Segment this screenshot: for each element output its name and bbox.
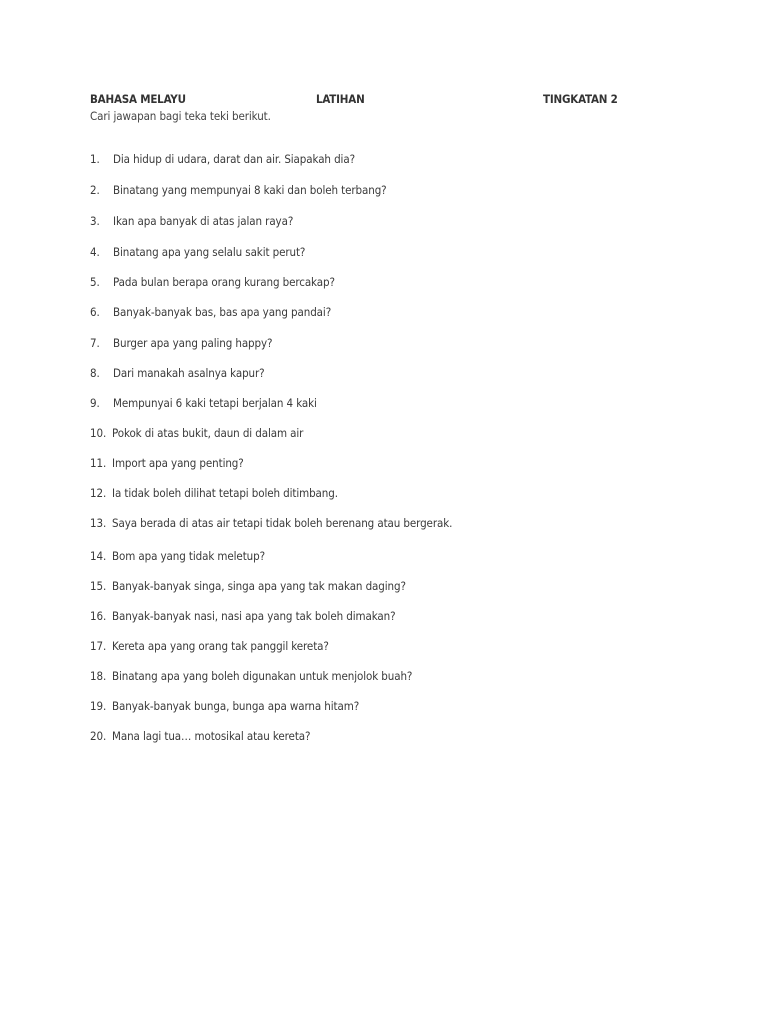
question-text: Binatang apa yang boleh digunakan untuk menjolok buah?: [112, 669, 413, 683]
question-number: 16.: [90, 609, 107, 623]
question-text: Import apa yang penting?: [112, 456, 244, 470]
question-text: Binatang apa yang selalu sakit perut?: [113, 245, 306, 259]
question-text: Banyak-banyak bunga, bunga apa warna hitam?: [112, 699, 360, 713]
question-item: [90, 549, 265, 565]
question-number: 9.: [90, 396, 100, 410]
question-number: 20.: [90, 729, 107, 743]
question-item: [90, 366, 265, 382]
question-item: [90, 214, 293, 230]
question-number: 5.: [90, 275, 100, 289]
question-item: [90, 729, 310, 745]
question-item: [90, 305, 331, 321]
question-item: [90, 426, 303, 442]
question-text: Ia tidak boleh dilihat tetapi boleh ditimbang.: [112, 486, 338, 500]
question-item: [90, 275, 335, 291]
question-item: [90, 396, 317, 412]
question-item: [90, 639, 329, 655]
question-item: [90, 669, 412, 685]
question-text: Banyak-banyak nasi, nasi apa yang tak boleh dimakan?: [112, 609, 396, 623]
question-text: Saya berada di atas air tetapi tidak boleh berenang atau bergerak.: [112, 516, 453, 530]
question-text: Mana lagi tua… motosikal atau kereta?: [112, 729, 311, 743]
question-text: Binatang yang mempunyai 8 kaki dan boleh terbang?: [113, 183, 387, 197]
document-header: [0, 92, 768, 108]
question-number: 13.: [90, 516, 107, 530]
question-number: 8.: [90, 366, 100, 380]
question-item: [90, 183, 387, 199]
question-number: 1.: [90, 152, 100, 166]
question-item: [90, 336, 272, 352]
question-text: Dari manakah asalnya kapur?: [113, 366, 265, 380]
question-text: Mempunyai 6 kaki tetapi berjalan 4 kaki: [113, 396, 317, 410]
header-title: LATIHAN: [316, 92, 365, 106]
instruction-text: Cari jawapan bagi teka teki berikut.: [90, 109, 271, 123]
question-item: [90, 245, 305, 261]
question-text: Dia hidup di udara, darat dan air. Siapakah dia?: [113, 152, 355, 166]
question-number: 18.: [90, 669, 107, 683]
question-number: 19.: [90, 699, 107, 713]
question-number: 4.: [90, 245, 100, 259]
question-text: Ikan apa banyak di atas jalan raya?: [113, 214, 294, 228]
question-text: Banyak-banyak singa, singa apa yang tak makan daging?: [112, 579, 406, 593]
question-number: 14.: [90, 549, 107, 563]
question-item: [90, 152, 355, 168]
question-number: 6.: [90, 305, 100, 319]
question-item: [90, 456, 244, 472]
question-text: Pada bulan berapa orang kurang bercakap?: [113, 275, 335, 289]
question-number: 10.: [90, 426, 107, 440]
question-item: [90, 486, 338, 502]
question-number: 11.: [90, 456, 107, 470]
question-text: Pokok di atas bukit, daun di dalam air: [112, 426, 304, 440]
question-number: 15.: [90, 579, 107, 593]
header-subject: BAHASA MELAYU: [90, 92, 186, 106]
question-item: [90, 609, 395, 625]
question-number: 2.: [90, 183, 100, 197]
question-number: 3.: [90, 214, 100, 228]
question-number: 7.: [90, 336, 100, 350]
header-level: TINGKATAN 2: [543, 92, 618, 106]
question-number: 17.: [90, 639, 107, 653]
question-item: [90, 579, 406, 595]
question-text: Banyak-banyak bas, bas apa yang pandai?: [113, 305, 332, 319]
question-item: [90, 516, 452, 532]
question-text: Burger apa yang paling happy?: [113, 336, 273, 350]
question-item: [90, 699, 359, 715]
question-text: Bom apa yang tidak meletup?: [112, 549, 265, 563]
question-number: 12.: [90, 486, 107, 500]
question-text: Kereta apa yang orang tak panggil kereta?: [112, 639, 329, 653]
